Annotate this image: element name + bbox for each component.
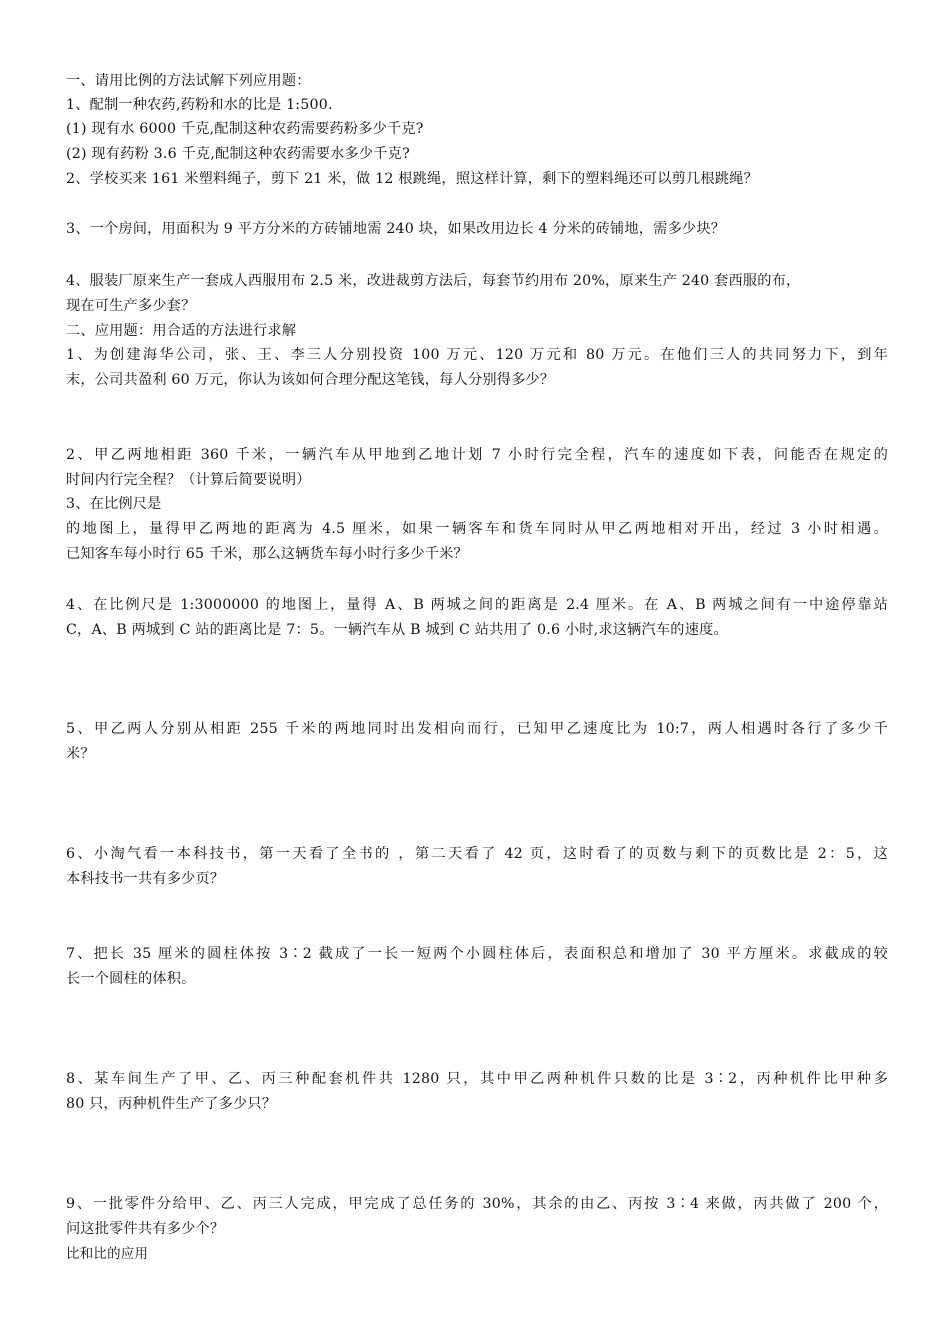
s2-question-2-line-2: 时间内行完全程？（计算后简要说明） xyxy=(66,472,311,488)
s2-question-7-line-2: 长一个圆柱的体积。 xyxy=(66,971,196,987)
s2-question-6-line-2: 本科技书一共有多少页？ xyxy=(66,871,225,887)
s2-question-1-line-1: 1、为创建海华公司，张、王、李三人分别投资 100 万元、120 万元和 80 万元。在他们三人的共同努力下，到年 xyxy=(66,347,888,363)
s2-question-6-line-1: 6、小淘气看一本科技书，第一天看了全书的 ，第二天看了 42 页，这时看了的页数与剩下的页数比是 2：5，这 xyxy=(66,846,888,862)
s1-question-4-line-1: 4、服装厂原来生产一套成人西服用布 2.5 米，改进裁剪方法后，每套节约用布 20%，原来生产 240 套西服的布， xyxy=(66,273,801,289)
s1-question-3: 3、一个房间，用面积为 9 平方分米的方砖铺地需 240 块，如果改用边长 4 分米的砖铺地，需多少块？ xyxy=(66,221,726,237)
s2-question-2-line-1: 2、甲乙两地相距 360 千米，一辆汽车从甲地到乙地计划 7 小时行完全程，汽车的速度如下表，问能否在规定的 xyxy=(66,447,888,463)
s2-question-8-line-2: 80 只，丙种机件生产了多少只？ xyxy=(66,1096,277,1112)
footer-caption: 比和比的应用 xyxy=(66,1246,149,1262)
s2-question-9-line-1: 9、一批零件分给甲、乙、丙三人完成，甲完成了总任务的 30%，其余的由乙、丙按 3∶4 来做，丙共做了 200 个， xyxy=(66,1196,888,1212)
section1-heading: 一、请用比例的方法试解下列应用题： xyxy=(66,73,311,89)
s1-question-2: 2、学校买来 161 米塑料绳子，剪下 21 米，做 12 根跳绳，照这样计算，剩下的塑料绳还可以剪几根跳绳？ xyxy=(66,171,758,187)
s2-question-1-line-2: 末，公司共盈利 60 万元，你认为该如何合理分配这笔钱，每人分别得多少？ xyxy=(66,372,555,388)
s1-question-4-line-2: 现在可生产多少套？ xyxy=(66,298,196,314)
s2-question-4-line-1: 4、在比例尺是 1:3000000 的地图上，量得 A、B 两城之间的距离是 2.4 厘米。在 A、B 两城之间有一中途停靠站 xyxy=(66,597,888,613)
s2-question-3-line-2: 的地图上，量得甲乙两地的距离为 4.5 厘米，如果一辆客车和货车同时从甲乙两地相对开出，经过 3 小时相遇。 xyxy=(66,521,888,537)
s1-question-1-title: 1、配制一种农药,药粉和水的比是 1:500. xyxy=(66,97,333,113)
s2-question-7-line-1: 7、把长 35 厘米的圆柱体按 3∶2 截成了一长一短两个小圆柱体后，表面积总和增加了 30 平方厘米。求截成的较 xyxy=(66,946,888,962)
s1-question-1-part-a: (1) 现有水 6000 千克,配制这种农药需要药粉多少千克? xyxy=(66,121,424,137)
s2-question-5-line-1: 5、甲乙两人分别从相距 255 千米的两地同时出发相向而行，已知甲乙速度比为 10:7，两人相遇时各行了多少千 xyxy=(66,721,888,737)
s2-question-3-line-1: 3、在比例尺是 xyxy=(66,496,162,512)
section2-heading: 二、应用题：用合适的方法进行求解 xyxy=(66,323,297,339)
s2-question-8-line-1: 8、某车间生产了甲、乙、丙三种配套机件共 1280 只，其中甲乙两种机件只数的比是 3∶2，丙种机件比甲种多 xyxy=(66,1071,888,1087)
s1-question-1-part-b: (2) 现有药粉 3.6 千克,配制这种农药需要水多少千克? xyxy=(66,146,410,162)
s2-question-4-line-2: C，A、B 两城到 C 站的距离比是 7：5。一辆汽车从 B 城到 C 站共用了 0.6 小时,求这辆汽车的速度。 xyxy=(66,622,728,638)
s2-question-3-line-3: 已知客车每小时行 65 千米，那么这辆货车每小时行多少千米？ xyxy=(66,546,468,562)
s2-question-9-line-2: 问这批零件共有多少个？ xyxy=(66,1221,225,1237)
s2-question-5-line-2: 米？ xyxy=(66,746,95,762)
